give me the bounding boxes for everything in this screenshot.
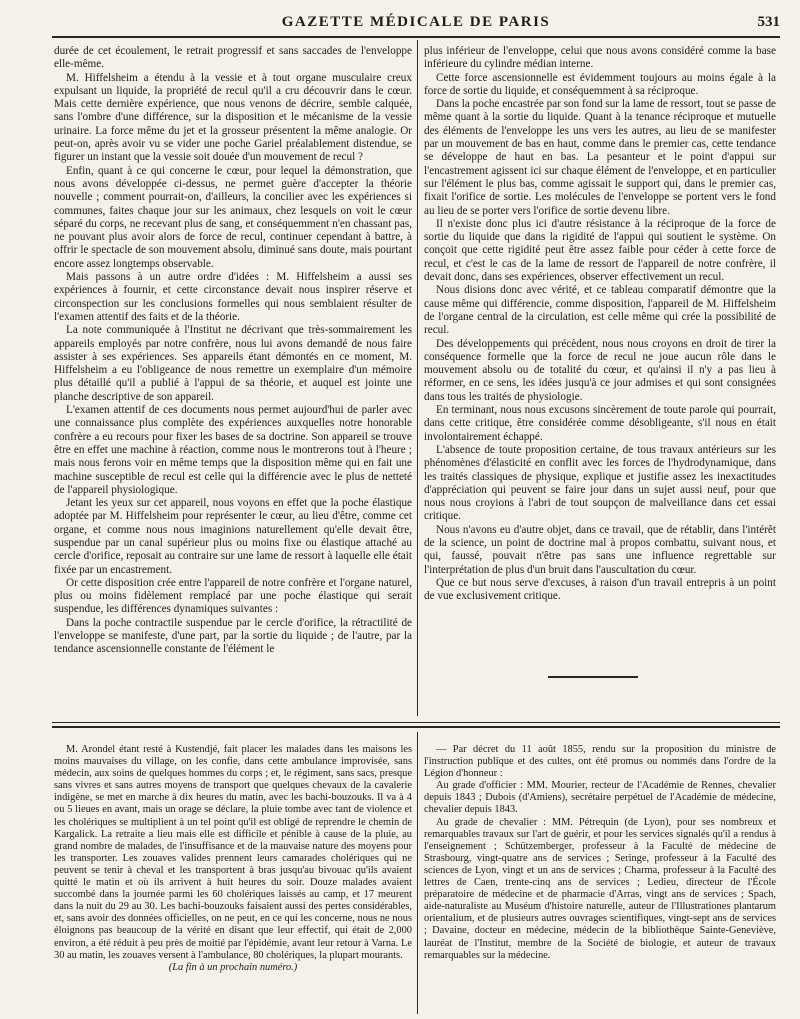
paragraph: plus inférieur de l'enveloppe, celui que nous avons considéré comme la base inférieure du cylindre médian interne.: [424, 45, 776, 71]
paragraph: M. Hiffelsheim a étendu à la vessie et à tout organe musculaire creux expulsant un liquide, la propriété de recul qu'il a cru découvrir dans le cœur. Mais cette dernière expérience, que nous venons de décrire, semble calquée, sans l'ombre d'une différence, sur la disposition et le mécanisme de la vessie urinaire. La force même du jet et la grosseur présentent la même analogie. Or peut-on, après avoir vu se vider une poche Gariel préalablement distendue, se figurer un instant que la vessie soit douée d'un mouvement de recul ?: [54, 71, 412, 164]
paragraph: L'examen attentif de ces documents nous permet aujourd'hui de parler avec une connaissance plus complète des expériences auxquelles notre honorable confrère a eu recours pour fixer les bases de sa doctrine. Son appareil se trouve être en effet une machine à réaction, comme nous le montrerons tout à l'heure ; mais nous ferons voir en même temps que la disposition même qui en fait une machine susceptible de recul est celle qui la différencie avec le plus de netteté de l'appareil physiologique.: [54, 404, 412, 496]
paragraph: durée de cet écoulement, le retrait progressif et sans saccades de l'enveloppe elle-même.: [54, 45, 412, 71]
paragraph: Dans la poche encastrée par son fond sur la lame de ressort, tout se passe de même quant à la sortie du liquide. Quant à la tenance réciproque et mutuelle des éléments de l'enveloppe les uns vers les autres, au lieu de se manifester par un mouvement de bas en haut, comme dans le premier cas, cette tendance se développe de haut en bas. La pesanteur et le point d'appui sur l'encastrement agissent ici sur chaque élément de l'enveloppe, et en particulier sur l'élément le plus bas, comme agissait le support qui, dans le premier cas, fixait l'orifice de sortie. Les molécules de l'enveloppe se portent vers le fond au lieu de se porter vers l'orifice de sortie devenu libre.: [424, 98, 776, 217]
journal-title: GAZETTE MÉDICALE DE PARIS: [281, 14, 551, 30]
column-divider-top: [417, 40, 418, 716]
paragraph: Dans la poche contractile suspendue par le cercle d'orifice, la rétractilité de l'enveloppe se manifeste, d'une part, par la sortie du liquide ; de l'autre, par la tendance ascensionnelle constante de l'élément le: [54, 616, 412, 656]
page-header: [52, 14, 780, 32]
paragraph: M. Arondel étant resté à Kustendjé, fait placer les malades dans les maisons les moins mauvaises du village, on les confie, dans cette ambulance improvisée, sans médecin, aux soins de quelques hommes du corps ; et, le régiment, sans sacs, presque sans vivres et sans autres moyens de transport que quelques chevaux de la cavalerie indigène, se met en marche à dix heures du matin, avec les bachi-bouzouks. Il va à 4 ou 5 lieues en avant, mais un orage se déclare, la pluie tombe avec tant de violence et les cholériques se multiplient à un tel point qu'il est obligé de reprendre le chemin de Kargalick. La retraite a lieu mais elle est difficile et pénible à cause de la pluie, au grand nombre de malades, de l'insuffisance et de la mauvaise nature des moyens pour les transporter. Les zouaves valides prennent leurs camarades cholériques qui ne peuvent se tenir à cheval et les transportent à bras jusqu'au bivouac qu'ils avaient quitté le matin et où ils arrivent à huit heures du soir. Douze malades avaient succombé dans la journée parmi les 60 cholériques laissés au camp, et 17 meurent dans la nuit du 29 au 30. Les bachi-bouzouks faisaient aussi des pertes considérables, et, sans avoir des données officielles, on ne peut, en ce qui les concerne, nous ne nous éloignons pas beaucoup de la vérité en disant que leur effectif, qui était de 2,000 environ, a été réduit à peu près de moitié par l'épidémie, avant leur retour à Varna. Le 30 au matin, les zouaves versent à l'ambulance, 80 cholériques, la plupart mourants.: [54, 744, 412, 961]
paragraph: Au grade de chevalier : MM. Pétrequin (de Lyon), pour ses nombreux et remarquables travaux sur l'art de guérir, et pour les services signalés qu'il a rendus à l'enseignement ; Schützemberger, professeur à la Faculté de médecine de Strasbourg, vingt-quatre ans de services ; Seringe, professeur à la Faculté des sciences de Lyon, vingt et un ans de services ; Charma, professeur à la Faculté des lettres de Caen, trente-cinq ans de services ; Ledieu, directeur de l'École préparatoire de médecine et de pharmacie d'Arras, vingt ans de services ; Spach, aide-naturaliste au Muséum d'histoire naturelle, auteur de l'Illustrationes plantarum orientalium, et de plusieurs autres ouvrages scientifiques, vingt-sept ans de services ; Davaine, docteur en médecine, médecin de la bibliothèque Sainte-Geneviève, lauréat de l'Institut, membre de la Société de biologie, et auteur de travaux remarquables sur la médecine.: [424, 816, 776, 961]
paragraph: Cette force ascensionnelle est évidemment toujours au moins égale à la force de sortie du liquide, et conséquemment à sa réciproque.: [424, 71, 776, 97]
paragraph: Or cette disposition crée entre l'appareil de notre confrère et l'organe naturel, plus ou moins fidèlement remplacé par une poche élastique qui serait suspendue, les différences dynamiques suivantes :: [54, 576, 412, 616]
section-rule: [52, 722, 780, 723]
paragraph: — Par décret du 11 août 1855, rendu sur la proposition du ministre de l'instruction publique et des cultes, ont été promus ou nommés dans l'ordre de la Légion d'honneur :: [424, 744, 776, 780]
paragraph: En terminant, nous nous excusons sincèrement de toute parole qui pourrait, dans cette critique, être considérée comme désobligeante, s'il nous en était involontairement échappé.: [424, 404, 776, 443]
paragraph: Des développements qui précèdent, nous nous croyons en droit de tirer la conséquence formelle que la force de recul ne joue aucun rôle dans le mouvement absolu ou de totalité du cœur, et qu'ainsi il n'y a pas lieu à réformer, en ce sens, les idées jusqu'à ce jour admises et qui sont consignées dans tous les traités de physiologie.: [424, 337, 776, 403]
feuilleton-column-left: [54, 744, 412, 1014]
paragraph: La note communiquée à l'Institut ne décrivant que très-sommairement les appareils employés par notre confrère, nous lui avons demandé de nous faire assister à ses expériences. Ses appareils étant démontés en ce moment, M. Hiffelsheim a eu l'obligeance de nous remettre un exemplaire d'un mémoire plus détaillé qu'il a publié à l'appui de sa théorie, et auquel est jointe une planche descriptive de son appareil.: [54, 324, 412, 403]
article-end-rule: [548, 676, 638, 678]
article-column-left: [54, 45, 412, 713]
paragraph: Mais passons à un autre ordre d'idées : M. Hiffelsheim a aussi ses expériences à fournir, et cette circonstance devait nous inspirer réserve et circonspection sur les conclusions formelles qui nous semblaient résulter de l'examen attentif des faits et de la théorie.: [54, 271, 412, 323]
paragraph: Nous disions donc avec vérité, et ce tableau comparatif démontre que la cause même qui différencie, comme disposition, l'appareil de M. Hiffelsheim de l'organe central de la circulation, est celle même qui crée la possibilité de recul.: [424, 284, 776, 337]
continuation-note: (La fin à un prochain numéro.): [168, 961, 298, 973]
news-column-right: [424, 744, 776, 1014]
section-rule-thick: [52, 726, 780, 728]
paragraph: Que ce but nous serve d'excuses, à raison d'un travail entrepris à un point de vue exclusivement critique.: [424, 576, 776, 603]
paragraph: Jetant les yeux sur cet appareil, nous voyons en effet que la poche élastique adoptée par M. Hiffelsheim pour représenter le cœur, au lieu d'être, comme cet organe, et comme nous nous imaginions naturellement qu'elle devait être, suspendue par un canal supérieur plus ou moins fixe ou élastique attaché au cercle d'orifice, reposait au contraire sur une lame de ressort à laquelle elle était fixée par un encastrement.: [54, 497, 412, 576]
page-number: 531: [757, 14, 780, 30]
paragraph: Il n'existe donc plus ici d'autre résistance à la réciproque de la force de sortie du liquide que dans la rigidité de l'appui qui soutient le système. On conçoit que cette rigidité peut être assez faible pour céder à cette force de recul, et c'est le cas de la lame de ressort de l'appareil de notre confrère, il devait donc, dans ses expériences, observer effectivement un recul.: [424, 217, 776, 284]
paragraph: Enfin, quant à ce qui concerne le cœur, pour lequel la démonstration, que nous avons développée ci-dessus, ne permet guère d'accepter la théorie nouvelle ; comment pourrait-on, d'ailleurs, la concilier avec les expériences si communes, faites chaque jour sur les animaux, chez lesquels on voit le cœur séparé du corps, ne recevant plus de sang, et conséquemment n'en chassant pas, ne pouvant plus avoir alors de force de recul, continuer cependant à battre, à offrir le spectacle de son mouvement absolu, diminué sans doute, mais pourtant encore assez longtemps observable.: [54, 164, 412, 270]
column-divider-bottom: [417, 732, 418, 1014]
header-rule: [52, 36, 780, 38]
article-column-right: [424, 45, 776, 665]
paragraph: L'absence de toute proposition certaine, de tous travaux antérieurs sur les phénomènes d'élasticité en conflit avec les forces de l'hydrodynamique, dans les traités classiques de physique, explique et justifie assez les inexactitudes d'appréciation qui peuvent se faire jour dans un sujet aussi neuf, pour que nous nous croyions à l'abri de tout soupçon de malveillance dans cet essai critique.: [424, 443, 776, 523]
paragraph: Au grade d'officier : MM. Mourier, recteur de l'Académie de Rennes, chevalier depuis 1843 ; Dubois (d'Amiens), secrétaire perpétuel de l'Académie de médecine, chevalier depuis 1843.: [424, 780, 776, 816]
paragraph: Nous n'avons eu d'autre objet, dans ce travail, que de rétablir, dans l'intérêt de la science, un point de doctrine mal à propos combattu, suivant nous, et qui, faussé, pouvait n'être pas sans une influence regrettable sur l'interprétation de plus d'un bruit dans l'auscultation du cœur.: [424, 523, 776, 576]
